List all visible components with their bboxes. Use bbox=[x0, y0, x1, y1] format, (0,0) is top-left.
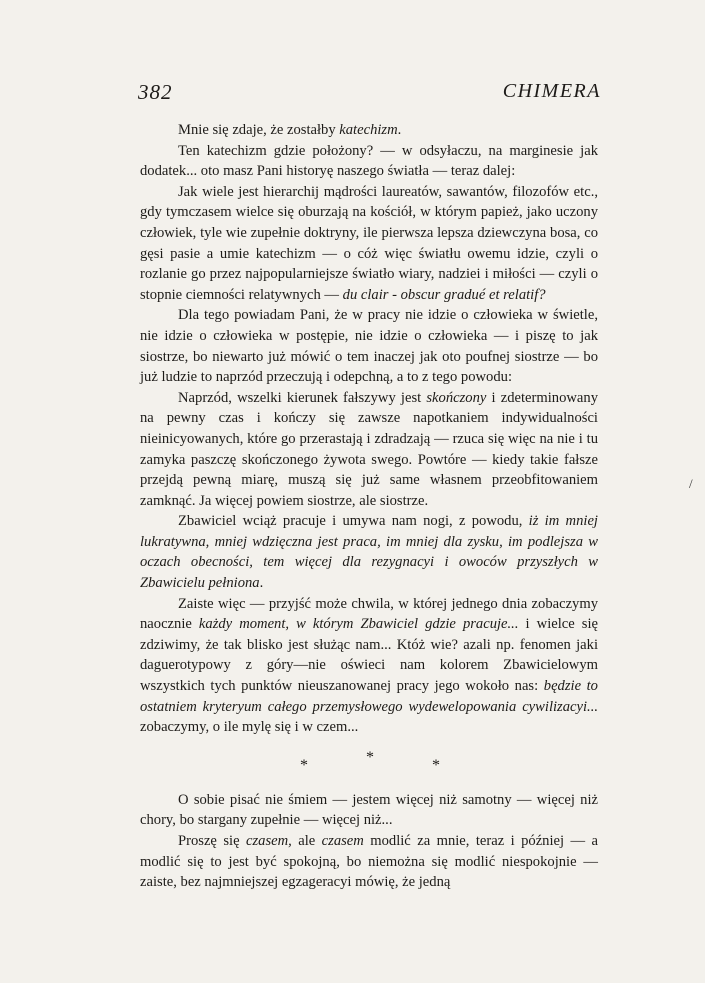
page-body bbox=[140, 120, 598, 893]
text-run: Dla tego powiadam Pani, że w pracy nie idzie o człowieka w świetle, nie idzie o człowieka w postępie, nie idzie o człowieka — i piszę to jak siostrze, bo niewarto już mówić o tem inaczej jak oto poufnej siostrze — bo już ludzie to naprzód przeczują i odepchną, a to z tego powodu: bbox=[140, 307, 598, 386]
paragraph bbox=[140, 182, 598, 306]
italic-run: czasem bbox=[321, 833, 364, 849]
body-text-part-2 bbox=[140, 790, 598, 893]
italic-run: iż im mniej lukratywna, mniej wdzięczna jest praca, im mniej dla zysku, im podlejsza w oczach obecności, tem więcej dla rezygnacyi i owoców przyszłych w Zbawicielu pełniona bbox=[140, 513, 598, 592]
italic-run: katechizm bbox=[339, 122, 398, 138]
text-run: zobaczymy, o ile mylę się i w czem... bbox=[140, 719, 359, 736]
text-run: . bbox=[259, 575, 264, 592]
italic-run: skończony bbox=[426, 389, 487, 406]
page-number: 382 bbox=[138, 80, 173, 104]
text-run: Zaiste więc — przyjść może chwila, w której jednego dnia zobaczymy naocznie bbox=[140, 595, 598, 633]
italic-run: każdy moment, w którym Zbawiciel gdzie pracuje... bbox=[198, 616, 519, 633]
text-run: i zdeterminowany na pewny czas i kończy się zawsze napotkaniem indywidualności nieinicyowanych, które go przerastają i zdradzają — rzuca się więc na nie i tu zamyka paszczę skończonego żywota swego. Powtóre — kiedy takie fałsze przejdą pewną miarę, muszą się już same własnem przeobfitowaniem zamknąć. Ja więcej powiem siostrze, ale siostrze. bbox=[140, 389, 599, 509]
paragraph bbox=[140, 790, 598, 831]
text-run: Naprzód, wszelki kierunek fałszywy jest bbox=[178, 389, 427, 406]
text-run: Ten katechizm gdzie położony? — w odsyłaczu, na marginesie jak dodatek... oto masz Pani historyę naszego światła — teraz dalej: bbox=[140, 142, 598, 180]
italic-run: będzie to ostatniem kryteryum całego przemysłowego wydewelopowania cywilizacyi... bbox=[140, 678, 598, 715]
separator-asterisk: * bbox=[366, 748, 374, 766]
text-run: . bbox=[397, 122, 402, 138]
text-run: ale bbox=[291, 833, 322, 849]
text-run: Proszę się bbox=[178, 833, 246, 849]
text-run: Jak wiele jest hierarchij mądrości laureatów, sawantów, filozofów etc., gdy tymczasem wielce się oburzają na kościół, w którym papież, jako uczony człowiek, tyle wie zupełnie doktryny, ile pierwsza lepsza dziewczyna bosa, co gęsi pasie a umie katechizm — o cóż więc światłu owemu idzie, czyli o rozlanie go przez najpopularniejsze światło wiary, nadziei i miłości — czyli o stopnie ciemności relatywnych — bbox=[140, 183, 598, 303]
paragraph bbox=[140, 831, 598, 893]
margin-mark: / bbox=[689, 476, 693, 491]
page-header bbox=[138, 80, 601, 104]
section-separator bbox=[140, 748, 598, 782]
paragraph bbox=[140, 388, 598, 512]
italic-run: du clair - obscur gradué et relatif? bbox=[342, 286, 546, 303]
paragraph bbox=[140, 120, 598, 141]
body-text-part-1 bbox=[140, 120, 598, 738]
paragraph bbox=[140, 305, 598, 387]
separator-asterisk: * bbox=[432, 756, 440, 774]
text-run: Zbawiciel wciąż pracuje i umywa nam nogi, z powodu, bbox=[178, 513, 529, 530]
paragraph bbox=[140, 141, 598, 182]
italic-run: czasem, bbox=[245, 833, 292, 849]
text-run: modlić za mnie, teraz i później — a modlić się to jest być spokojną, bo niemożna się modlić niespokojnie — zaiste, bez najmniejszej egzageracyi mówię, że jedną bbox=[140, 833, 598, 891]
text-run: Mnie się zdaje, że zostałby bbox=[178, 122, 340, 138]
text-run: O sobie pisać nie śmiem — jestem więcej niż samotny — więcej niż chory, bo stargany zupełnie — więcej niż... bbox=[140, 791, 598, 829]
paragraph bbox=[140, 511, 598, 593]
paragraph bbox=[140, 594, 598, 738]
separator-asterisk: * bbox=[300, 756, 308, 774]
text-run: i wielce się zdziwimy, że tak blisko jest służąc nam... Któż wie? azali np. fenomen jaki daguerotypowy z góry—nie oświeci nam kolorem Zbawicielowym wszystkich tych punktów nieuszanowanej pracy jego wokoło nas: bbox=[140, 616, 598, 695]
running-title: CHIMERA bbox=[502, 80, 601, 102]
